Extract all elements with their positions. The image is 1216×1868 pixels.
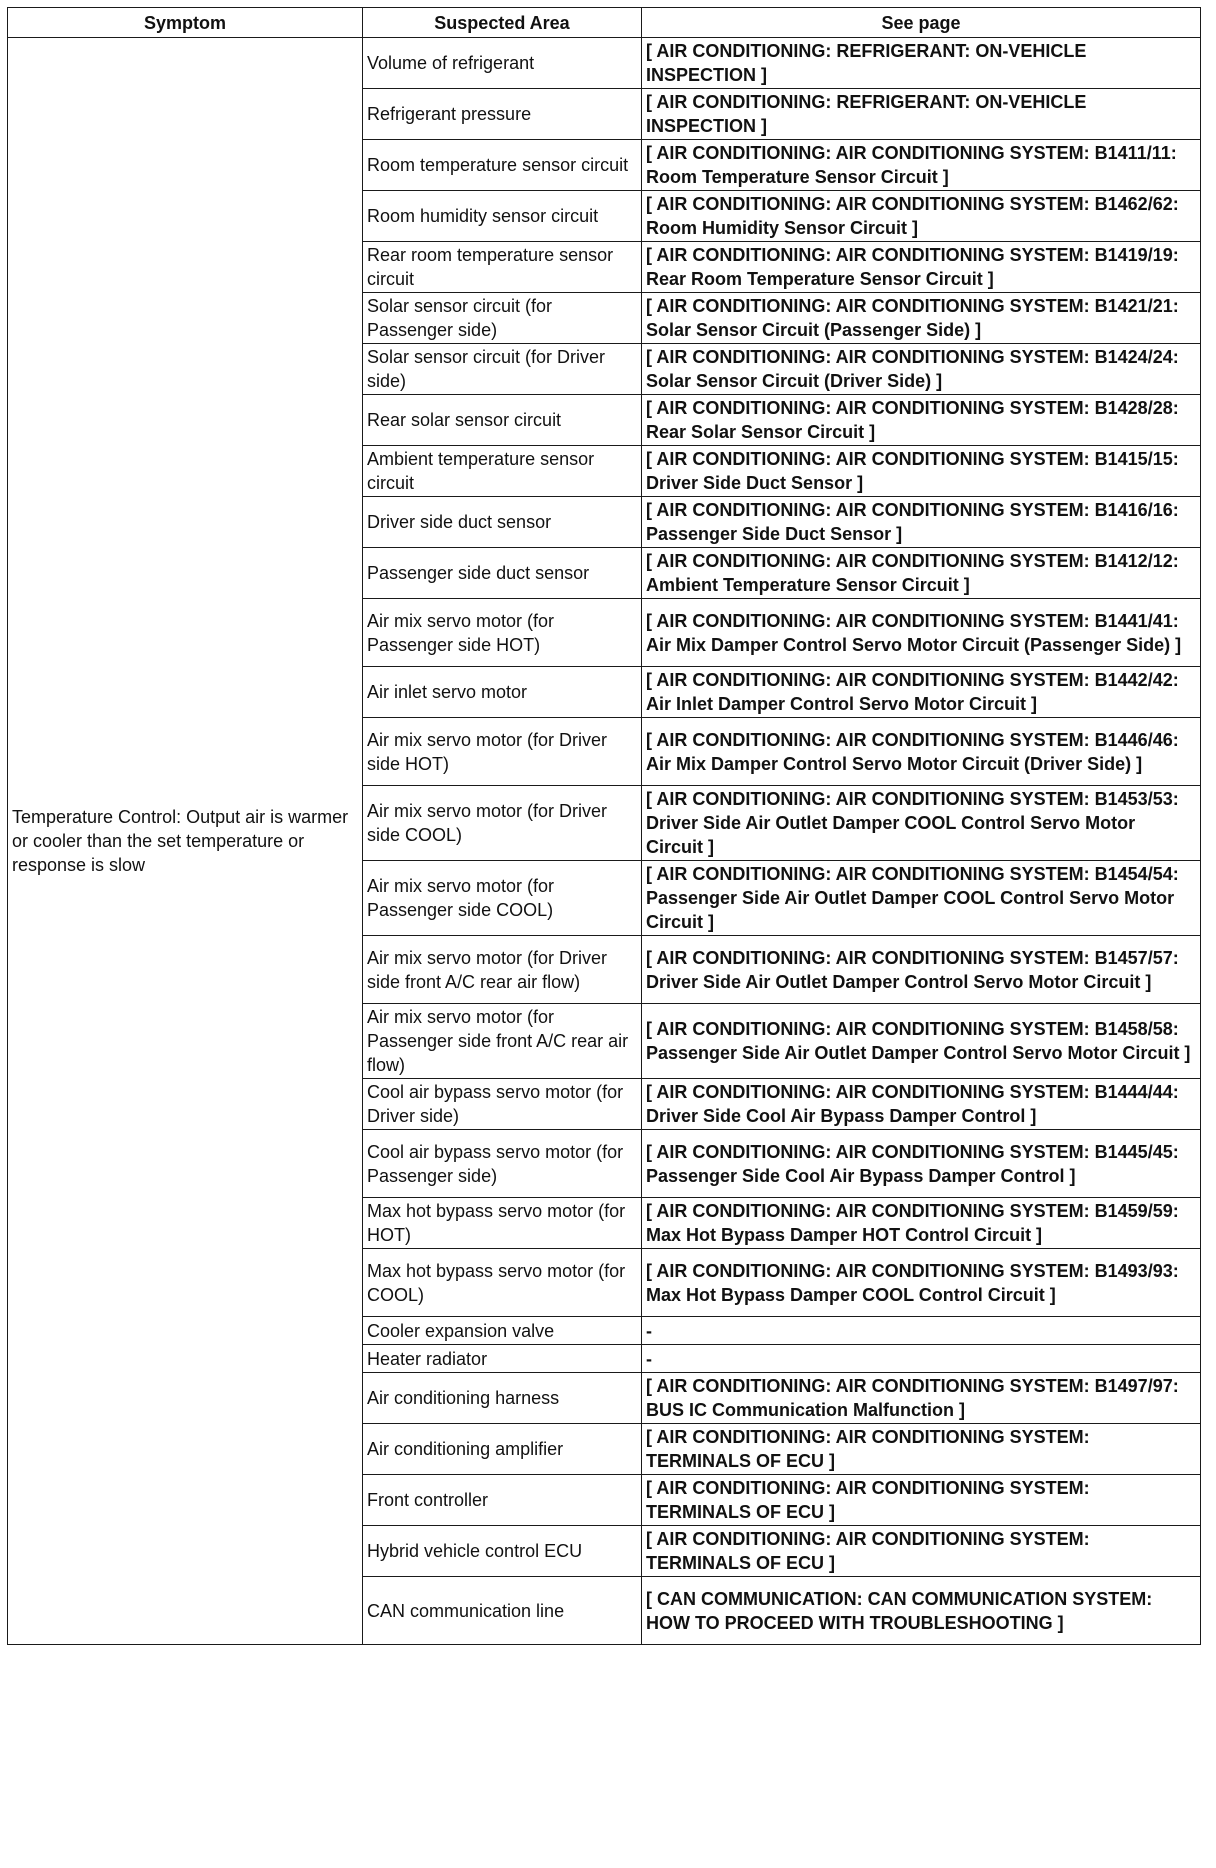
suspected-area-cell: Room humidity sensor circuit bbox=[363, 191, 642, 242]
see-page-reference: - bbox=[642, 1345, 1201, 1373]
see-page-reference: [ AIR CONDITIONING: AIR CONDITIONING SYSTEM: B1416/16: Passenger Side Duct Sensor ] bbox=[642, 497, 1201, 548]
see-page-reference: [ AIR CONDITIONING: AIR CONDITIONING SYSTEM: TERMINALS OF ECU ] bbox=[642, 1475, 1201, 1526]
table-header bbox=[8, 8, 1201, 38]
see-page-reference: [ AIR CONDITIONING: AIR CONDITIONING SYSTEM: TERMINALS OF ECU ] bbox=[642, 1526, 1201, 1577]
see-page-reference: [ AIR CONDITIONING: AIR CONDITIONING SYSTEM: B1493/93: Max Hot Bypass Damper COOL Control Circuit ] bbox=[642, 1249, 1201, 1317]
header-row bbox=[8, 8, 1201, 38]
suspected-area-cell: Hybrid vehicle control ECU bbox=[363, 1526, 642, 1577]
suspected-area-cell: Ambient temperature sensor circuit bbox=[363, 446, 642, 497]
suspected-area-cell: Air inlet servo motor bbox=[363, 667, 642, 718]
see-page-reference: [ AIR CONDITIONING: AIR CONDITIONING SYSTEM: B1459/59: Max Hot Bypass Damper HOT Control Circuit ] bbox=[642, 1198, 1201, 1249]
see-page-reference: [ AIR CONDITIONING: AIR CONDITIONING SYSTEM: B1445/45: Passenger Side Cool Air Bypass Damper Control ] bbox=[642, 1130, 1201, 1198]
see-page-reference: [ AIR CONDITIONING: AIR CONDITIONING SYSTEM: B1442/42: Air Inlet Damper Control Servo Motor Circuit ] bbox=[642, 667, 1201, 718]
see-page-reference: [ AIR CONDITIONING: AIR CONDITIONING SYSTEM: B1415/15: Driver Side Duct Sensor ] bbox=[642, 446, 1201, 497]
symptom-cell: Temperature Control: Output air is warmer or cooler than the set temperature or response is slow bbox=[8, 38, 363, 1645]
suspected-area-cell: Rear solar sensor circuit bbox=[363, 395, 642, 446]
see-page-reference: [ CAN COMMUNICATION: CAN COMMUNICATION SYSTEM: HOW TO PROCEED WITH TROUBLESHOOTING ] bbox=[642, 1577, 1201, 1645]
suspected-area-cell: Cool air bypass servo motor (for Driver side) bbox=[363, 1079, 642, 1130]
suspected-area-cell: Air mix servo motor (for Driver side front A/C rear air flow) bbox=[363, 936, 642, 1004]
see-page-reference: [ AIR CONDITIONING: AIR CONDITIONING SYSTEM: B1454/54: Passenger Side Air Outlet Damper COOL Control Servo Motor Circuit ] bbox=[642, 861, 1201, 936]
suspected-area-cell: Max hot bypass servo motor (for COOL) bbox=[363, 1249, 642, 1317]
see-page-reference: [ AIR CONDITIONING: AIR CONDITIONING SYSTEM: B1444/44: Driver Side Cool Air Bypass Damper Control ] bbox=[642, 1079, 1201, 1130]
suspected-area-cell: Volume of refrigerant bbox=[363, 38, 642, 89]
suspected-area-cell: Air conditioning harness bbox=[363, 1373, 642, 1424]
see-page-reference: [ AIR CONDITIONING: AIR CONDITIONING SYSTEM: B1458/58: Passenger Side Air Outlet Damper Control Servo Motor Circuit ] bbox=[642, 1004, 1201, 1079]
suspected-area-cell: Passenger side duct sensor bbox=[363, 548, 642, 599]
suspected-area-cell: Cooler expansion valve bbox=[363, 1317, 642, 1345]
suspected-area-cell: Air mix servo motor (for Passenger side HOT) bbox=[363, 599, 642, 667]
see-page-reference: [ AIR CONDITIONING: AIR CONDITIONING SYSTEM: B1453/53: Driver Side Air Outlet Damper COOL Control Servo Motor Circuit ] bbox=[642, 786, 1201, 861]
suspected-area-cell: Rear room temperature sensor circuit bbox=[363, 242, 642, 293]
column-header-suspected-area: Suspected Area bbox=[363, 8, 642, 38]
see-page-reference: - bbox=[642, 1317, 1201, 1345]
see-page-reference: [ AIR CONDITIONING: AIR CONDITIONING SYSTEM: B1457/57: Driver Side Air Outlet Damper Control Servo Motor Circuit ] bbox=[642, 936, 1201, 1004]
see-page-reference: [ AIR CONDITIONING: AIR CONDITIONING SYSTEM: B1421/21: Solar Sensor Circuit (Passenger Side) ] bbox=[642, 293, 1201, 344]
suspected-area-cell: CAN communication line bbox=[363, 1577, 642, 1645]
see-page-reference: [ AIR CONDITIONING: AIR CONDITIONING SYSTEM: B1412/12: Ambient Temperature Sensor Circuit ] bbox=[642, 548, 1201, 599]
suspected-area-cell: Air mix servo motor (for Passenger side COOL) bbox=[363, 861, 642, 936]
suspected-area-cell: Solar sensor circuit (for Passenger side) bbox=[363, 293, 642, 344]
suspected-area-cell: Room temperature sensor circuit bbox=[363, 140, 642, 191]
table-body bbox=[8, 38, 1201, 1645]
suspected-area-cell: Air mix servo motor (for Driver side HOT) bbox=[363, 718, 642, 786]
suspected-area-cell: Max hot bypass servo motor (for HOT) bbox=[363, 1198, 642, 1249]
suspected-area-cell: Front controller bbox=[363, 1475, 642, 1526]
suspected-area-cell: Heater radiator bbox=[363, 1345, 642, 1373]
suspected-area-cell: Driver side duct sensor bbox=[363, 497, 642, 548]
troubleshooting-table bbox=[7, 7, 1201, 1645]
suspected-area-cell: Air conditioning amplifier bbox=[363, 1424, 642, 1475]
see-page-reference: [ AIR CONDITIONING: AIR CONDITIONING SYSTEM: TERMINALS OF ECU ] bbox=[642, 1424, 1201, 1475]
see-page-reference: [ AIR CONDITIONING: AIR CONDITIONING SYSTEM: B1446/46: Air Mix Damper Control Servo Motor Circuit (Driver Side) ] bbox=[642, 718, 1201, 786]
suspected-area-cell: Air mix servo motor (for Driver side COOL) bbox=[363, 786, 642, 861]
see-page-reference: [ AIR CONDITIONING: AIR CONDITIONING SYSTEM: B1441/41: Air Mix Damper Control Servo Motor Circuit (Passenger Side) ] bbox=[642, 599, 1201, 667]
column-header-see-page: See page bbox=[642, 8, 1201, 38]
see-page-reference: [ AIR CONDITIONING: REFRIGERANT: ON-VEHICLE INSPECTION ] bbox=[642, 38, 1201, 89]
see-page-reference: [ AIR CONDITIONING: AIR CONDITIONING SYSTEM: B1428/28: Rear Solar Sensor Circuit ] bbox=[642, 395, 1201, 446]
table-row bbox=[8, 38, 1201, 89]
suspected-area-cell: Air mix servo motor (for Passenger side front A/C rear air flow) bbox=[363, 1004, 642, 1079]
see-page-reference: [ AIR CONDITIONING: AIR CONDITIONING SYSTEM: B1419/19: Rear Room Temperature Sensor Circuit ] bbox=[642, 242, 1201, 293]
see-page-reference: [ AIR CONDITIONING: AIR CONDITIONING SYSTEM: B1411/11: Room Temperature Sensor Circuit ] bbox=[642, 140, 1201, 191]
column-header-symptom: Symptom bbox=[8, 8, 363, 38]
suspected-area-cell: Refrigerant pressure bbox=[363, 89, 642, 140]
see-page-reference: [ AIR CONDITIONING: AIR CONDITIONING SYSTEM: B1497/97: BUS IC Communication Malfunction ] bbox=[642, 1373, 1201, 1424]
see-page-reference: [ AIR CONDITIONING: AIR CONDITIONING SYSTEM: B1462/62: Room Humidity Sensor Circuit ] bbox=[642, 191, 1201, 242]
suspected-area-cell: Solar sensor circuit (for Driver side) bbox=[363, 344, 642, 395]
suspected-area-cell: Cool air bypass servo motor (for Passenger side) bbox=[363, 1130, 642, 1198]
see-page-reference: [ AIR CONDITIONING: REFRIGERANT: ON-VEHICLE INSPECTION ] bbox=[642, 89, 1201, 140]
see-page-reference: [ AIR CONDITIONING: AIR CONDITIONING SYSTEM: B1424/24: Solar Sensor Circuit (Driver Side) ] bbox=[642, 344, 1201, 395]
